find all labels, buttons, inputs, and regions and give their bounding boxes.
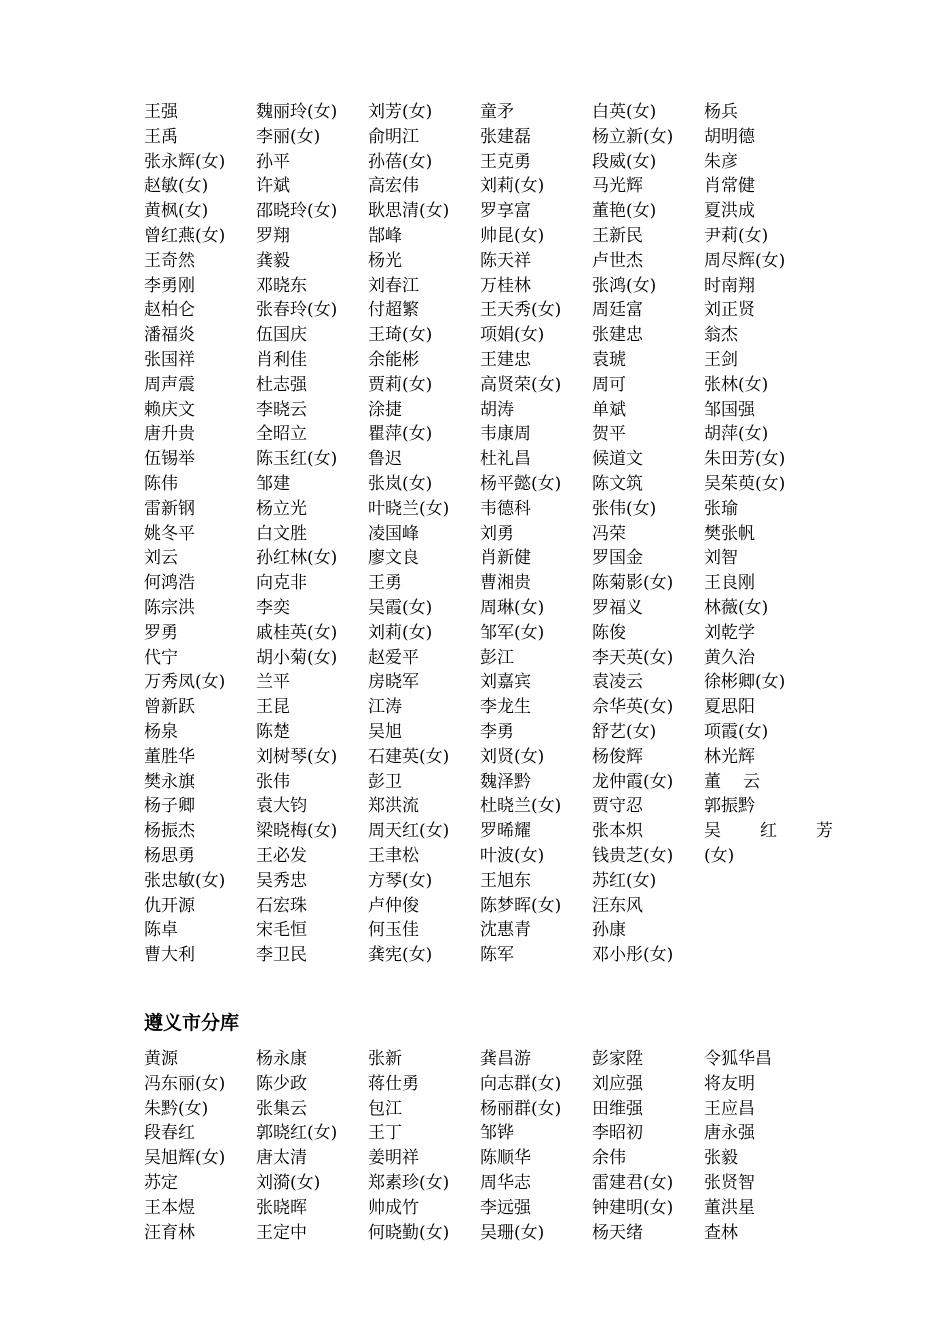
name-cell: 房晓军 bbox=[368, 672, 419, 693]
name-cell: 王丁 bbox=[368, 1123, 402, 1144]
name-cell: 张伟(女) bbox=[592, 498, 657, 519]
name-cell: 刘勇 bbox=[480, 523, 514, 544]
name-cell: 张永辉(女) bbox=[144, 151, 226, 172]
name-cell: 王良刚 bbox=[704, 573, 755, 594]
name-cell: 将友明 bbox=[704, 1073, 755, 1094]
name-cell: 黄枫(女) bbox=[144, 201, 209, 222]
name-cell: 蒋仕勇 bbox=[368, 1073, 419, 1094]
name-cell: 龚毅 bbox=[256, 250, 290, 271]
name-cell: 吴旭 bbox=[368, 721, 402, 742]
name-cell: 唐升贵 bbox=[144, 424, 195, 445]
name-cell: 郜峰 bbox=[368, 225, 402, 246]
name-cell: 伍锡举 bbox=[144, 449, 195, 470]
name-cell: 宋毛恒 bbox=[256, 920, 307, 941]
name-cell: 帅成竹 bbox=[368, 1197, 419, 1218]
name-cell: 罗晞耀 bbox=[480, 821, 531, 842]
name-cell: 袁琥 bbox=[592, 349, 626, 370]
name-cell: 张林(女) bbox=[704, 374, 769, 395]
name-cell: 张忠敏(女) bbox=[144, 870, 226, 891]
name-cell: 杨思勇 bbox=[144, 845, 195, 866]
name-cell: 单斌 bbox=[592, 399, 626, 420]
name-cell: 王奇然 bbox=[144, 250, 195, 271]
name-cell: 王应昌 bbox=[704, 1098, 755, 1119]
name-cell: 雷新钢 bbox=[144, 498, 195, 519]
name-cell: 徐彬卿(女) bbox=[704, 672, 786, 693]
name-cell bbox=[704, 918, 834, 943]
name-cell: 万秀凤(女) bbox=[144, 672, 226, 693]
name-cell: 樊永旗 bbox=[144, 771, 195, 792]
name-cell: 王强 bbox=[144, 102, 178, 122]
name-cell: 许斌 bbox=[256, 176, 290, 197]
name-cell: 董云 bbox=[704, 771, 782, 792]
name-cell: 张鸿(女) bbox=[592, 275, 657, 296]
name-cell: 袁大钧 bbox=[256, 796, 307, 817]
name-cell: 瞿萍(女) bbox=[368, 424, 433, 445]
name-cell: 李奕 bbox=[256, 597, 290, 618]
name-cell: 翁杰 bbox=[704, 325, 738, 346]
name-cell: 刘嘉宾 bbox=[480, 672, 531, 693]
name-cell: 贾守忍 bbox=[592, 796, 643, 817]
name-cell: 马光辉 bbox=[592, 176, 643, 197]
name-cell: 龚昌游 bbox=[480, 1049, 531, 1069]
name-cell: 张晓晖 bbox=[256, 1197, 307, 1218]
name-cell: 曾新跃 bbox=[144, 697, 195, 718]
name-cell: 陈少政 bbox=[256, 1073, 307, 1094]
name-cell: 全昭立 bbox=[256, 424, 307, 445]
name-cell: 吴旭辉(女) bbox=[144, 1148, 226, 1169]
name-cell: 张春玲(女) bbox=[256, 300, 338, 321]
name-cell: 黄源 bbox=[144, 1049, 178, 1069]
name-cell: 吴秀忠 bbox=[256, 870, 307, 891]
name-cell: 李丽(女) bbox=[256, 126, 321, 147]
name-cell: 林薇(女) bbox=[704, 597, 769, 618]
name-cell: 刘贤(女) bbox=[480, 746, 545, 767]
name-cell: 朱彦 bbox=[704, 151, 738, 172]
name-cell: 王新民 bbox=[592, 225, 643, 246]
name-cell: 石建英(女) bbox=[368, 746, 450, 767]
name-cell: 王必发 bbox=[256, 845, 307, 866]
name-cell: 尹莉(女) bbox=[704, 225, 769, 246]
name-cell: 汪东风 bbox=[592, 895, 643, 916]
name-cell: 董洪星 bbox=[704, 1197, 755, 1218]
name-cell: 樊张帆 bbox=[704, 523, 755, 544]
name-cell: 夏洪成 bbox=[704, 201, 755, 222]
name-cell: 鲁迟 bbox=[368, 449, 402, 470]
name-cell: 刘正贤 bbox=[704, 300, 755, 321]
name-cell: 杜礼昌 bbox=[480, 449, 531, 470]
name-cell: 代宁 bbox=[144, 647, 178, 668]
name-cell: 曾红燕(女) bbox=[144, 225, 226, 246]
name-cell: 童矛 bbox=[480, 102, 514, 122]
name-cell: 冯东丽(女) bbox=[144, 1073, 226, 1094]
name-cell: 姜明祥 bbox=[368, 1148, 419, 1169]
name-cell: 仇开源 bbox=[144, 895, 195, 916]
name-cell: 刘云 bbox=[144, 548, 178, 569]
name-cell: (女) bbox=[704, 845, 735, 866]
name-cell: 张国祥 bbox=[144, 349, 195, 370]
name-cell: 杨平懿(女) bbox=[480, 473, 562, 494]
name-cell: 杨立新(女) bbox=[592, 126, 674, 147]
name-cell: 戚桂英(女) bbox=[256, 622, 338, 643]
name-cell: 邵晓玲(女) bbox=[256, 201, 338, 222]
name-cell: 向克非 bbox=[256, 573, 307, 594]
name-cell: 吴红芳 bbox=[704, 821, 872, 842]
name-cell: 胡涛 bbox=[480, 399, 514, 420]
name-cell: 张岚(女) bbox=[368, 473, 433, 494]
name-cell: 杨光 bbox=[368, 250, 402, 271]
name-cell: 汪育林 bbox=[144, 1222, 195, 1243]
name-cell: 钱贵芝(女) bbox=[592, 845, 674, 866]
name-cell: 刘春江 bbox=[368, 275, 419, 296]
name-cell: 郑洪流 bbox=[368, 796, 419, 817]
name-cell: 董艳(女) bbox=[592, 201, 657, 222]
name-cell: 包江 bbox=[368, 1098, 402, 1119]
name-cell: 张建忠 bbox=[592, 325, 643, 346]
name-cell: 佘华英(女) bbox=[592, 697, 674, 718]
name-cell bbox=[704, 894, 834, 919]
name-cell: 沈惠青 bbox=[480, 920, 531, 941]
name-cell: 罗勇 bbox=[144, 622, 178, 643]
name-cell: 周尽辉(女) bbox=[704, 250, 786, 271]
name-cell: 何玉佳 bbox=[368, 920, 419, 941]
name-cell: 刘莉(女) bbox=[480, 176, 545, 197]
name-cell: 候道文 bbox=[592, 449, 643, 470]
name-cell: 刘应强 bbox=[592, 1073, 643, 1094]
name-cell: 高贤荣(女) bbox=[480, 374, 562, 395]
name-cell: 冯荣 bbox=[592, 523, 626, 544]
name-cell: 彭家陞 bbox=[592, 1049, 643, 1069]
name-list-main bbox=[144, 100, 872, 968]
name-cell: 查林 bbox=[704, 1222, 738, 1243]
name-cell: 魏泽黔 bbox=[480, 771, 531, 792]
name-cell: 罗翔 bbox=[256, 225, 290, 246]
name-cell: 方琴(女) bbox=[368, 870, 433, 891]
name-cell: 王勇 bbox=[368, 573, 402, 594]
name-cell: 黄久治 bbox=[704, 647, 755, 668]
name-cell: 杜志强 bbox=[256, 374, 307, 395]
name-cell: 李昭初 bbox=[592, 1123, 643, 1144]
name-cell: 贺平 bbox=[592, 424, 626, 445]
name-cell: 付超繁 bbox=[368, 300, 419, 321]
name-cell: 张伟 bbox=[256, 771, 290, 792]
name-cell: 叶晓兰(女) bbox=[368, 498, 450, 519]
name-cell: 雷建君(女) bbox=[592, 1172, 674, 1193]
name-cell: 陈俊 bbox=[592, 622, 626, 643]
name-cell: 陈楚 bbox=[256, 721, 290, 742]
name-cell: 周华志 bbox=[480, 1172, 531, 1193]
name-cell: 龙仲霞(女) bbox=[592, 771, 674, 792]
name-cell: 罗福义 bbox=[592, 597, 643, 618]
name-cell: 刘树琴(女) bbox=[256, 746, 338, 767]
name-cell: 周可 bbox=[592, 374, 626, 395]
name-cell: 赖庆文 bbox=[144, 399, 195, 420]
name-cell: 涂捷 bbox=[368, 399, 402, 420]
name-cell: 赵爱平 bbox=[368, 647, 419, 668]
name-cell: 陈菊影(女) bbox=[592, 573, 674, 594]
name-cell: 唐永强 bbox=[704, 1123, 755, 1144]
name-cell: 贾莉(女) bbox=[368, 374, 433, 395]
name-cell: 陈梦晖(女) bbox=[480, 895, 562, 916]
name-cell: 刘乾学 bbox=[704, 622, 755, 643]
name-cell: 李卫民 bbox=[256, 945, 307, 966]
name-cell: 肖常健 bbox=[704, 176, 755, 197]
name-cell: 陈玉红(女) bbox=[256, 449, 338, 470]
name-cell: 王定中 bbox=[256, 1222, 307, 1243]
name-cell: 周声震 bbox=[144, 374, 195, 395]
name-cell: 韦德科 bbox=[480, 498, 531, 519]
name-cell: 邹建 bbox=[256, 473, 290, 494]
name-cell: 陈伟 bbox=[144, 473, 178, 494]
name-cell: 李龙生 bbox=[480, 697, 531, 718]
name-cell: 陈顺华 bbox=[480, 1148, 531, 1169]
name-cell: 张新 bbox=[368, 1049, 402, 1069]
name-cell: 曹大利 bbox=[144, 945, 195, 966]
name-cell bbox=[704, 869, 834, 894]
name-cell bbox=[704, 943, 834, 968]
name-cell: 李晓云 bbox=[256, 399, 307, 420]
name-cell: 杜晓兰(女) bbox=[480, 796, 562, 817]
name-cell: 张建磊 bbox=[480, 126, 531, 147]
name-cell: 王旭东 bbox=[480, 870, 531, 891]
name-cell: 苏定 bbox=[144, 1172, 178, 1193]
name-cell: 杨天绪 bbox=[592, 1222, 643, 1243]
name-cell: 刘智 bbox=[704, 548, 738, 569]
name-cell: 郑素珍(女) bbox=[368, 1172, 450, 1193]
name-cell: 叶波(女) bbox=[480, 845, 545, 866]
name-cell: 帅昆(女) bbox=[480, 225, 545, 246]
name-cell: 余能彬 bbox=[368, 349, 419, 370]
name-cell: 凌国峰 bbox=[368, 523, 419, 544]
name-cell: 石宏珠 bbox=[256, 895, 307, 916]
name-cell: 陈卓 bbox=[144, 920, 178, 941]
name-cell: 邓小彤(女) bbox=[592, 945, 674, 966]
name-cell: 罗享富 bbox=[480, 201, 531, 222]
name-cell: 卢世杰 bbox=[592, 250, 643, 271]
name-cell: 白英(女) bbox=[592, 102, 657, 122]
name-cell: 杨兵 bbox=[704, 102, 738, 122]
name-cell: 吴霞(女) bbox=[368, 597, 433, 618]
name-cell: 肖利佳 bbox=[256, 349, 307, 370]
name-cell: 吴茱萸(女) bbox=[704, 473, 786, 494]
name-cell: 苏红(女) bbox=[592, 870, 657, 891]
name-cell: 郭晓红(女) bbox=[256, 1123, 338, 1144]
name-cell: 耿思清(女) bbox=[368, 201, 450, 222]
name-cell: 项娟(女) bbox=[480, 325, 545, 346]
name-cell: 张本炽 bbox=[592, 821, 643, 842]
name-cell: 赵敏(女) bbox=[144, 176, 209, 197]
name-cell: 孙蓓(女) bbox=[368, 151, 433, 172]
name-cell: 王克勇 bbox=[480, 151, 531, 172]
name-cell: 罗国金 bbox=[592, 548, 643, 569]
name-cell: 王聿松 bbox=[368, 845, 419, 866]
name-cell: 李远强 bbox=[480, 1197, 531, 1218]
name-cell: 潘福炎 bbox=[144, 325, 195, 346]
name-cell: 唐太清 bbox=[256, 1148, 307, 1169]
name-cell: 周廷富 bbox=[592, 300, 643, 321]
name-cell: 杨永康 bbox=[256, 1049, 307, 1069]
name-cell: 王建忠 bbox=[480, 349, 531, 370]
name-cell: 王禹 bbox=[144, 126, 178, 147]
name-cell: 杨子卿 bbox=[144, 796, 195, 817]
name-cell: 胡明德 bbox=[704, 126, 755, 147]
name-cell: 杨立光 bbox=[256, 498, 307, 519]
name-cell: 肖新健 bbox=[480, 548, 531, 569]
name-cell: 田维强 bbox=[592, 1098, 643, 1119]
name-cell: 邹国强 bbox=[704, 399, 755, 420]
name-cell: 万桂林 bbox=[480, 275, 531, 296]
name-cell: 兰平 bbox=[256, 672, 290, 693]
name-cell: 白文胜 bbox=[256, 523, 307, 544]
name-cell: 胡萍(女) bbox=[704, 424, 769, 445]
name-cell: 魏丽玲(女) bbox=[256, 102, 338, 122]
name-cell: 梁晓梅(女) bbox=[256, 821, 338, 842]
name-cell: 江涛 bbox=[368, 697, 402, 718]
name-cell: 朱黔(女) bbox=[144, 1098, 209, 1119]
name-cell: 余伟 bbox=[592, 1148, 626, 1169]
name-cell: 向志群(女) bbox=[480, 1073, 562, 1094]
name-cell: 邹军(女) bbox=[480, 622, 545, 643]
name-cell: 项霞(女) bbox=[704, 721, 769, 742]
name-cell: 陈天祥 bbox=[480, 250, 531, 271]
name-cell: 董胜华 bbox=[144, 746, 195, 767]
name-cell: 陈军 bbox=[480, 945, 514, 966]
name-cell: 刘漪(女) bbox=[256, 1172, 321, 1193]
name-cell: 王天秀(女) bbox=[480, 300, 562, 321]
name-cell: 杨振杰 bbox=[144, 821, 195, 842]
name-cell: 陈文筑 bbox=[592, 473, 643, 494]
name-cell: 孙平 bbox=[256, 151, 290, 172]
name-cell: 张集云 bbox=[256, 1098, 307, 1119]
name-cell: 令狐华昌 bbox=[704, 1049, 772, 1069]
name-cell: 何鸿浩 bbox=[144, 573, 195, 594]
name-cell: 曹湘贵 bbox=[480, 573, 531, 594]
name-cell: 朱田芳(女) bbox=[704, 449, 786, 470]
name-cell: 卢仲俊 bbox=[368, 895, 419, 916]
name-cell: 陈宗洪 bbox=[144, 597, 195, 618]
name-cell: 张毅 bbox=[704, 1148, 738, 1169]
name-cell: 韦康周 bbox=[480, 424, 531, 445]
name-list-zunyi bbox=[144, 1047, 834, 1245]
name-cell: 钟建明(女) bbox=[592, 1197, 674, 1218]
name-cell: 王琦(女) bbox=[368, 325, 433, 346]
name-cell: 周天红(女) bbox=[368, 821, 450, 842]
name-cell: 张贤智 bbox=[704, 1172, 755, 1193]
name-cell: 王剑 bbox=[704, 349, 738, 370]
name-cell: 孙红林(女) bbox=[256, 548, 338, 569]
name-cell: 段威(女) bbox=[592, 151, 657, 172]
name-cell: 周琳(女) bbox=[480, 597, 545, 618]
name-cell: 王昆 bbox=[256, 697, 290, 718]
name-cell: 彭江 bbox=[480, 647, 514, 668]
name-cell: 姚冬平 bbox=[144, 523, 195, 544]
name-cell: 时南翔 bbox=[704, 275, 755, 296]
name-cell: 胡小菊(女) bbox=[256, 647, 338, 668]
name-cell: 何晓勤(女) bbox=[368, 1222, 450, 1243]
name-cell: 夏思阳 bbox=[704, 697, 755, 718]
name-cell: 邹铧 bbox=[480, 1123, 514, 1144]
name-cell: 李勇刚 bbox=[144, 275, 195, 296]
name-cell: 李天英(女) bbox=[592, 647, 674, 668]
name-cell: 杨丽群(女) bbox=[480, 1098, 562, 1119]
section-title-zunyi: 遵义市分库 bbox=[144, 1012, 240, 1034]
name-cell: 邓晓东 bbox=[256, 275, 307, 296]
name-cell: 李勇 bbox=[480, 721, 514, 742]
name-cell: 孙康 bbox=[592, 920, 626, 941]
name-cell: 伍国庆 bbox=[256, 325, 307, 346]
name-cell: 舒艺(女) bbox=[592, 721, 657, 742]
name-cell: 王本煜 bbox=[144, 1197, 195, 1218]
name-cell: 张瑜 bbox=[704, 498, 738, 519]
name-cell: 杨俊辉 bbox=[592, 746, 643, 767]
name-cell: 俞明江 bbox=[368, 126, 419, 147]
name-cell: 郭振黔 bbox=[704, 796, 755, 817]
name-cell: 杨泉 bbox=[144, 721, 178, 742]
name-cell: 刘莉(女) bbox=[368, 622, 433, 643]
name-cell: 廖文良 bbox=[368, 548, 419, 569]
name-cell: 赵柏仑 bbox=[144, 300, 195, 321]
name-cell: 彭卫 bbox=[368, 771, 402, 792]
name-cell: 龚宪(女) bbox=[368, 945, 433, 966]
name-cell: 吴珊(女) bbox=[480, 1222, 545, 1243]
name-cell: 袁凌云 bbox=[592, 672, 643, 693]
name-cell: 高宏伟 bbox=[368, 176, 419, 197]
name-cell: 林光辉 bbox=[704, 746, 755, 767]
name-cell: 段春红 bbox=[144, 1123, 195, 1144]
name-cell: 刘芳(女) bbox=[368, 102, 433, 122]
